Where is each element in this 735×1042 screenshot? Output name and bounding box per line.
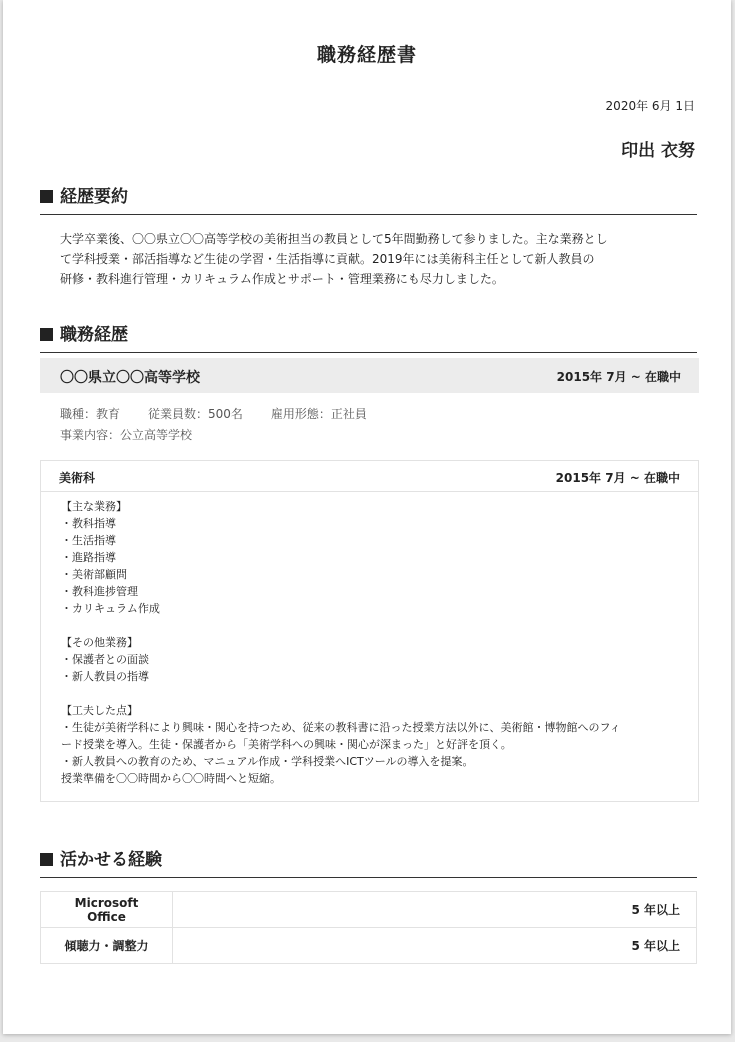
list-item: ・生活指導 bbox=[61, 534, 116, 547]
list-item: ード授業を導入。生徒・保護者から「美術学科への興味・関心が深まった」と好評を頂く。 bbox=[61, 738, 512, 751]
list-item: ・教科指導 bbox=[61, 517, 116, 530]
table-row bbox=[41, 892, 697, 928]
list-item: ・美術部顧問 bbox=[61, 568, 127, 581]
experience-label: 傾聴力・調整力 bbox=[41, 928, 173, 964]
experience-value: 5 年以上 bbox=[173, 928, 697, 964]
main-duties-heading: 【主な業務】 bbox=[61, 500, 127, 513]
list-item: ・カリキュラム作成 bbox=[61, 602, 160, 615]
department-name: 美術科 bbox=[59, 471, 96, 485]
career-heading: 職務経歴 bbox=[40, 320, 697, 353]
table-row bbox=[41, 928, 697, 964]
resume-page bbox=[3, 0, 731, 1034]
employee-count: 従業員数：500名 bbox=[148, 407, 243, 421]
company-name: 〇〇県立〇〇高等学校 bbox=[60, 370, 200, 386]
department-header bbox=[41, 461, 698, 492]
square-bullet-icon bbox=[40, 853, 53, 866]
summary-text: 大学卒業後、〇〇県立〇〇高等学校の美術担当の教員として5年間勤務して参りました。主な業務とし て学科授業・部活指導など生徒の学習・生活指導に貢献。2019年には美術科主任として新人教員の 研修・教科進行管理・カリキュラム作成とサポート・管理業務にも尽力しました。 bbox=[60, 232, 608, 286]
ingenuity-heading: 【工夫した点】 bbox=[61, 704, 138, 717]
list-item: 授業準備を〇〇時間から〇〇時間へと短縮。 bbox=[61, 772, 281, 785]
other-duties-heading: 【その他業務】 bbox=[61, 636, 138, 649]
square-bullet-icon bbox=[40, 190, 53, 203]
experience-label: Microsoft Office bbox=[41, 892, 173, 928]
list-item: ・生徒が美術学科により興味・関心を持つため、従来の教科書に沿った授業方法以外に、美術館・博物館へのフィ bbox=[61, 721, 621, 734]
experience-heading: 活かせる経験 bbox=[40, 845, 697, 878]
square-bullet-icon bbox=[40, 328, 53, 341]
department-period: 2015年 7月 ~ 在職中 bbox=[555, 471, 680, 485]
company-header bbox=[40, 358, 699, 393]
document-title: 職務経歴書 bbox=[316, 44, 417, 66]
job-type: 職種：教育 bbox=[60, 407, 121, 421]
document-date: 2020年 6月 1日 bbox=[605, 99, 695, 113]
list-item: ・保護者との面談 bbox=[61, 653, 149, 666]
department-box bbox=[40, 460, 699, 802]
list-item: ・進路指導 bbox=[61, 551, 116, 564]
company-meta bbox=[60, 404, 395, 446]
experience-value: 5 年以上 bbox=[173, 892, 697, 928]
list-item: ・新人教員への教育のため、マニュアル作成・学科授業へICTツールの導入を提案。 bbox=[61, 755, 474, 768]
summary-heading: 経歴要約 bbox=[40, 182, 697, 215]
list-item: ・新人教員の指導 bbox=[61, 670, 149, 683]
employment-type: 雇用形態：正社員 bbox=[270, 407, 367, 421]
company-period: 2015年 7月 ~ 在職中 bbox=[556, 370, 681, 384]
list-item: ・教科進捗管理 bbox=[61, 585, 138, 598]
experience-table bbox=[40, 891, 697, 964]
applicant-name: 印出 衣努 bbox=[621, 141, 695, 161]
business-description: 事業内容：公立高等学校 bbox=[60, 428, 193, 442]
department-details bbox=[61, 498, 691, 787]
